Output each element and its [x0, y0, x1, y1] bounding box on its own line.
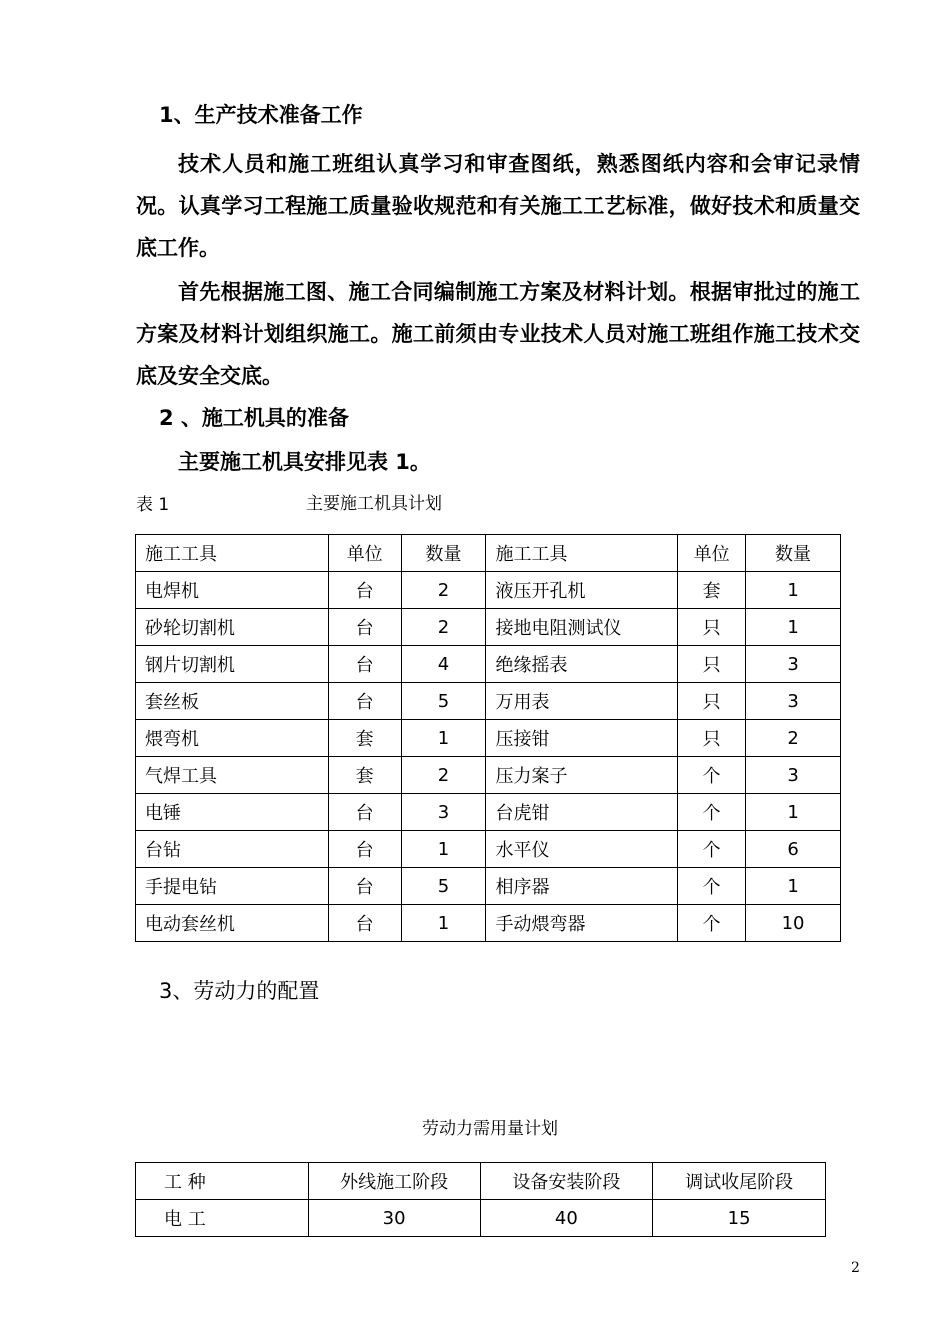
table-cell: 3 — [746, 757, 841, 794]
table-cell: 电锤 — [136, 794, 329, 831]
table-cell: 套 — [328, 720, 401, 757]
table-cell: 1 — [746, 868, 841, 905]
table-row — [136, 609, 841, 646]
table-cell: 砂轮切割机 — [136, 609, 329, 646]
column-header-quantity: 数量 — [746, 535, 841, 572]
labor-table — [135, 1162, 826, 1237]
column-header-unit: 单位 — [328, 535, 401, 572]
table-cell: 煨弯机 — [136, 720, 329, 757]
table-cell: 15 — [653, 1200, 826, 1237]
table-cell: 台 — [328, 683, 401, 720]
table-cell: 5 — [401, 868, 486, 905]
table-cell: 3 — [746, 646, 841, 683]
table-cell: 电焊机 — [136, 572, 329, 609]
table-row — [136, 868, 841, 905]
table-cell: 个 — [678, 905, 746, 942]
table-cell: 40 — [480, 1200, 653, 1237]
column-header-unit: 单位 — [678, 535, 746, 572]
column-header-phase-commissioning: 调试收尾阶段 — [653, 1163, 826, 1200]
table-cell: 只 — [678, 646, 746, 683]
table-cell: 个 — [678, 757, 746, 794]
table-cell: 手提电钻 — [136, 868, 329, 905]
column-header-phase-external: 外线施工阶段 — [308, 1163, 480, 1200]
section-3-title: 3、劳动力的配置 — [159, 979, 320, 1003]
labor-table-header-row — [136, 1163, 826, 1200]
table-cell: 6 — [746, 831, 841, 868]
table-row — [136, 720, 841, 757]
equipment-table — [135, 534, 841, 942]
table-cell: 1 — [401, 905, 486, 942]
table-cell: 压接钳 — [486, 720, 678, 757]
table-1-caption: 主要施工机具计划 — [306, 494, 442, 514]
table-cell: 台 — [328, 831, 401, 868]
table-cell: 套 — [678, 572, 746, 609]
column-header-trade: 工 种 — [136, 1163, 309, 1200]
table-cell: 个 — [678, 868, 746, 905]
table-row — [136, 905, 841, 942]
table-cell: 电 工 — [136, 1200, 309, 1237]
table-cell: 4 — [401, 646, 486, 683]
table-row — [136, 831, 841, 868]
table-cell: 套 — [328, 757, 401, 794]
table-cell: 液压开孔机 — [486, 572, 678, 609]
table-2-caption: 劳动力需用量计划 — [422, 1119, 558, 1139]
table-cell: 台 — [328, 794, 401, 831]
table-cell: 压力案子 — [486, 757, 678, 794]
table-cell: 10 — [746, 905, 841, 942]
table-cell: 水平仪 — [486, 831, 678, 868]
table-cell: 个 — [678, 794, 746, 831]
table-cell: 2 — [401, 572, 486, 609]
table-cell: 台虎钳 — [486, 794, 678, 831]
table-cell: 手动煨弯器 — [486, 905, 678, 942]
table-cell: 3 — [401, 794, 486, 831]
table-cell: 套丝板 — [136, 683, 329, 720]
table-cell: 台 — [328, 572, 401, 609]
table-cell: 相序器 — [486, 868, 678, 905]
table-cell: 2 — [401, 757, 486, 794]
section-2-title: 2 、施工机具的准备 — [159, 406, 349, 430]
table-1-label: 表 1 — [136, 495, 170, 515]
table-cell: 钢片切割机 — [136, 646, 329, 683]
table-cell: 30 — [308, 1200, 480, 1237]
section-2-intro: 主要施工机具安排见表 1。 — [178, 450, 431, 474]
table-cell: 台 — [328, 868, 401, 905]
equipment-table-body — [136, 535, 841, 942]
table-cell: 1 — [746, 572, 841, 609]
table-cell: 绝缘摇表 — [486, 646, 678, 683]
table-cell: 5 — [401, 683, 486, 720]
table-cell: 1 — [401, 720, 486, 757]
column-header-tool: 施工工具 — [486, 535, 678, 572]
table-cell: 1 — [746, 794, 841, 831]
section-1-paragraph-1: 技术人员和施工班组认真学习和审查图纸，熟悉图纸内容和会审记录情况。认真学习工程施工质量验收规范和有关施工工艺标准，做好技术和质量交底工作。 — [136, 152, 860, 260]
section-1-paragraph-2: 首先根据施工图、施工合同编制施工方案及材料计划。根据审批过的施工方案及材料计划组织施工。施工前须由专业技术人员对施工班组作施工技术交底及安全交底。 — [136, 280, 860, 388]
equipment-table-header-row — [136, 535, 841, 572]
table-row — [136, 572, 841, 609]
section-1-title: 1、生产技术准备工作 — [159, 103, 363, 127]
table-row — [136, 757, 841, 794]
table-row — [136, 683, 841, 720]
table-row — [136, 1200, 826, 1237]
column-header-tool: 施工工具 — [136, 535, 329, 572]
table-cell: 只 — [678, 609, 746, 646]
page-number: 2 — [851, 1260, 860, 1276]
table-cell: 2 — [401, 609, 486, 646]
table-row — [136, 794, 841, 831]
labor-table-body — [136, 1163, 826, 1237]
table-cell: 台 — [328, 905, 401, 942]
table-cell: 台 — [328, 609, 401, 646]
table-cell: 电动套丝机 — [136, 905, 329, 942]
table-cell: 1 — [401, 831, 486, 868]
table-cell: 1 — [746, 609, 841, 646]
table-cell: 接地电阻测试仪 — [486, 609, 678, 646]
table-row — [136, 646, 841, 683]
table-cell: 万用表 — [486, 683, 678, 720]
table-cell: 台钻 — [136, 831, 329, 868]
table-cell: 气焊工具 — [136, 757, 329, 794]
table-cell: 3 — [746, 683, 841, 720]
table-cell: 只 — [678, 720, 746, 757]
column-header-phase-installation: 设备安装阶段 — [480, 1163, 653, 1200]
table-cell: 个 — [678, 831, 746, 868]
table-cell: 台 — [328, 646, 401, 683]
table-cell: 2 — [746, 720, 841, 757]
column-header-quantity: 数量 — [401, 535, 486, 572]
table-cell: 只 — [678, 683, 746, 720]
